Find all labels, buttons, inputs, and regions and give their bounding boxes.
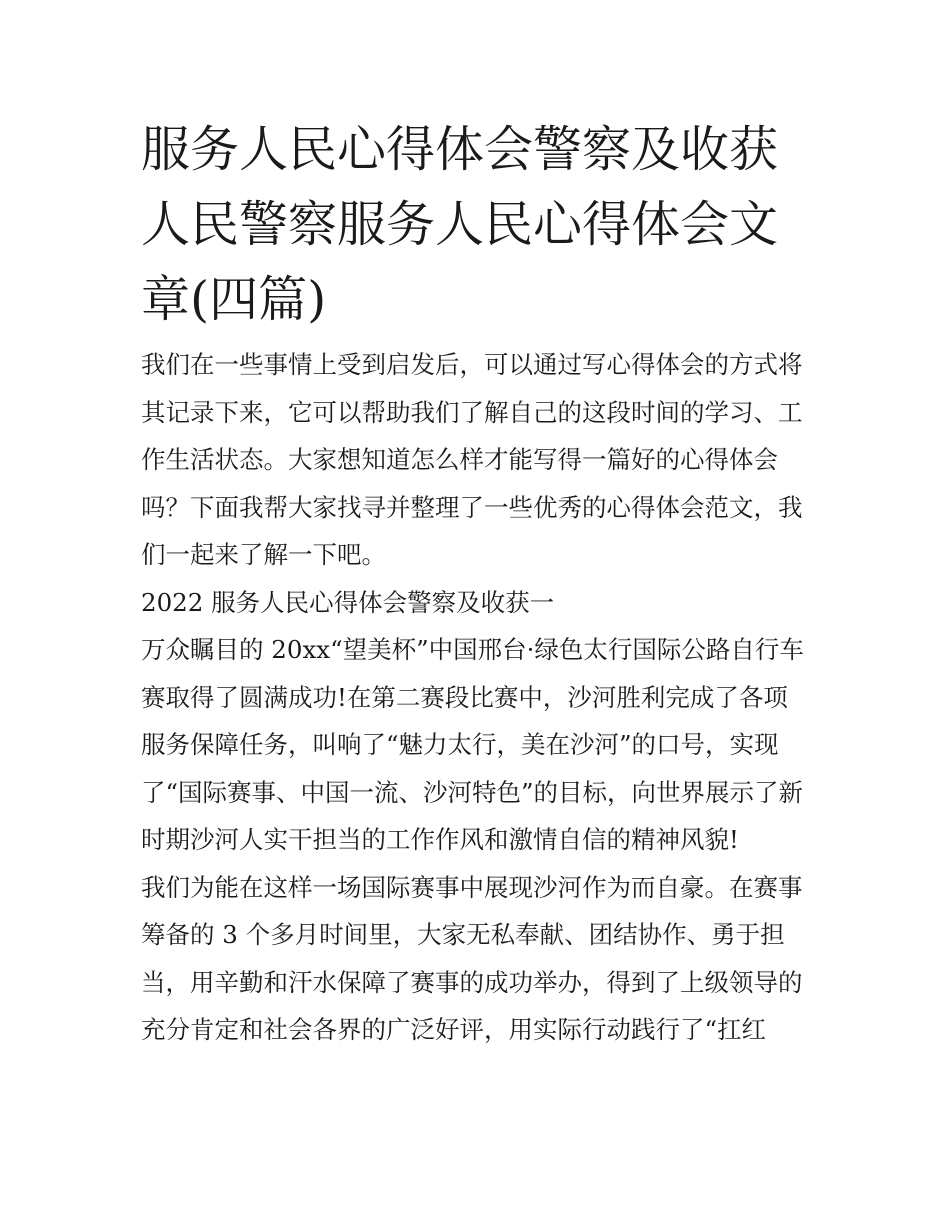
title-line: 服务人民心得体会警察及收获 bbox=[141, 121, 779, 178]
title-line: 人民警察服务人民心得体会文 bbox=[141, 196, 779, 253]
paragraph-line: 了“国际赛事、中国一流、沙河特色”的目标，向世界展示了新 bbox=[141, 777, 804, 807]
paragraph-line: 服务保障任务，叫响了“魅力太行，美在沙河”的口号，实现 bbox=[141, 730, 779, 759]
body-paragraph-2 bbox=[141, 864, 813, 1054]
paragraph-line: 我们为能在这样一场国际赛事中展现沙河作为而自豪。在赛事 bbox=[141, 872, 803, 902]
paragraph-line: 时期沙河人实干担当的工作作风和激情自信的精神风貌! bbox=[141, 825, 739, 854]
document-title bbox=[141, 112, 813, 337]
paragraph-line: 赛取得了圆满成功!在第二赛段比赛中，沙河胜利完成了各项 bbox=[141, 682, 788, 712]
intro-paragraph bbox=[141, 341, 813, 579]
intro-line: 作生活状态。大家想知道怎么样才能写得一篇好的心得体会 bbox=[141, 445, 778, 474]
section-heading: 2022 服务人民心得体会警察及收获一 bbox=[141, 587, 555, 617]
intro-line: 们一起来了解一下吧。 bbox=[141, 540, 386, 569]
paragraph-line: 当，用辛勤和汗水保障了赛事的成功举办，得到了上级领导的 bbox=[141, 967, 803, 997]
title-line: 章(四篇) bbox=[141, 271, 327, 328]
paragraph-line: 筹备的 3 个多月时间里，大家无私奉献、团结协作、勇于担 bbox=[141, 920, 785, 949]
paragraph-line: 充分肯定和社会各界的广泛好评，用实际行动践行了“扛红 bbox=[141, 1015, 767, 1044]
document-page bbox=[141, 112, 813, 1054]
intro-line: 吗？下面我帮大家找寻并整理了一些优秀的心得体会范文，我 bbox=[141, 492, 803, 522]
intro-line: 我们在一些事情上受到启发后，可以通过写心得体会的方式将 bbox=[141, 350, 803, 379]
intro-line: 其记录下来，它可以帮助我们了解自己的这段时间的学习、工 bbox=[141, 397, 803, 427]
body-paragraph-1 bbox=[141, 626, 813, 864]
paragraph-line: 万众瞩目的 20xx“望美杯”中国邢台·绿色太行国际公路自行车 bbox=[141, 635, 804, 664]
